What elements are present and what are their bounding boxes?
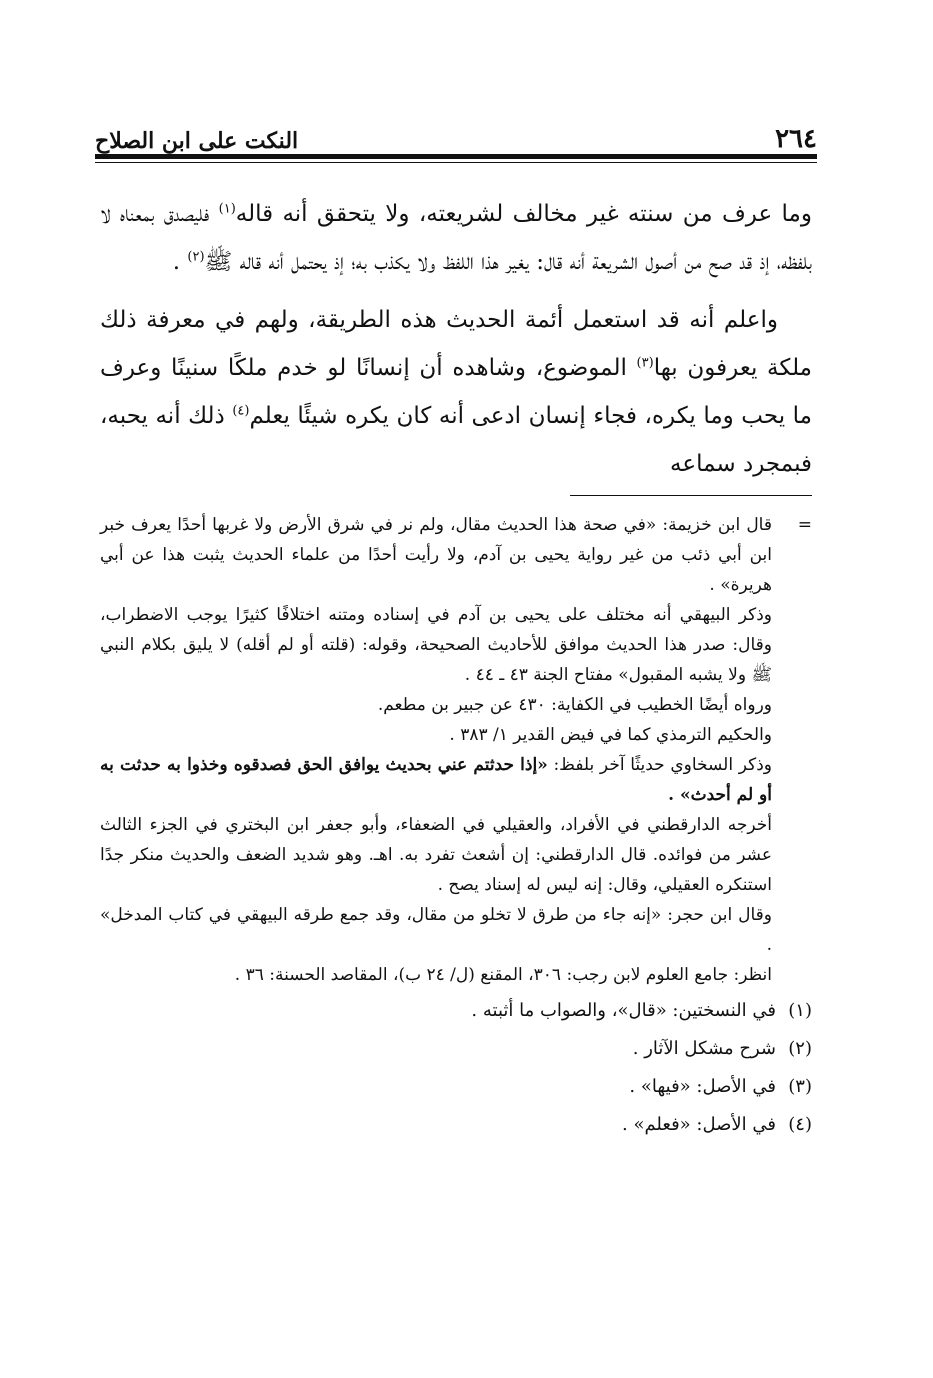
main-text [100, 190, 812, 488]
footnote-line: ورواه أيضًا الخطيب في الكفاية: ٤٣٠ عن جبير بن مطعم. [377, 695, 772, 715]
footnote-line: وذكر البيهقي أنه مختلف على يحيى بن آدم في إسناده ومتنه اختلافًا كثيرًا يوجب الاضطراب، وقال: صدر هذا الحديث موافق للأحاديث الصحيحة، وقوله: (قلته أو لم أقله) لا يليق بكلام النبي ﷺ ولا يشبه المقبول» مفتاح الجنة ٤٣ ـ ٤٤ . [100, 605, 772, 685]
footnote-4: (٤) في الأصل: «فعلم» . [622, 1114, 812, 1135]
header-rule-thick [95, 154, 817, 159]
footnote-line: انظر: جامع العلوم لابن رجب: ٣٠٦، المقنع (ل/ ٢٤ ب)، المقاصد الحسنة: ٣٦ . [234, 965, 772, 985]
footnote-2: (٢) شرح مشكل الآثار . [632, 1038, 812, 1059]
page-header [95, 118, 817, 154]
footnote-1: (١) في النسختين: «قال»، والصواب ما أثبته . [471, 1000, 812, 1021]
header-rule-thin [95, 162, 817, 163]
footnote-continuation: = قال ابن خزيمة: «في صحة هذا الحديث مقال، ولم نر في شرق الأرض ولا غربها أحدًا يعرف خبر ابن أبي ذئب من غير رواية يحيى بن آدم، ولا رأيت أحدًا من علماء الحديث يثبت هذا عن أبي هريرة» . [100, 510, 812, 600]
hadith-quote: «إذا حدثتم عني بحديث يوافق الحق فصدقوه وخذوا به حدثت به أو لم أحدث» . [100, 755, 772, 805]
footnote-3: (٣) في الأصل: «فيها» . [629, 1076, 812, 1097]
footnote-ref-2: (٢) [187, 249, 205, 265]
running-title: النكت على ابن الصلاح [95, 128, 299, 154]
footnote-separator [570, 495, 812, 496]
footnote-ref-3: (٣) [636, 355, 654, 371]
page-number: ٢٦٤ [775, 124, 817, 154]
footnote-line: وقال ابن حجر: «إنه جاء من طرق لا تخلو من مقال، وقد جمع طرقه البيهقي في كتاب المدخل» . [100, 905, 772, 955]
footnote-line: وذكر السخاوي حديثًا آخر بلفظ: «إذا حدثتم عني بحديث يوافق الحق فصدقوه وخذوا به حدثت به أو لم أحدث» . [100, 755, 772, 805]
footnote-line: والحكيم الترمذي كما في فيض القدير ١/ ٣٨٣ . [449, 725, 772, 745]
paragraph-1: وما عرف من سنته غير مخالف لشريعته، ولا يتحقق أنه قاله$^{(١)}$ فليصدق بمعناه لا بلفظه، إذ قد صح من أصول الشريعة أنه قال: يغير هذا اللفظ ولا يكذب به؛ إذ يحتمل أنه قاله ﷺ$^{(٢)}$ . [100, 201, 812, 275]
footnote-ref-4: (٤) [232, 403, 250, 419]
footnote-line: أخرجه الدارقطني في الأفراد، والعقيلي في الضعفاء، وأبو جعفر ابن البختري في الجزء الثالث عشر من فوائده. قال الدارقطني: إن أشعث تفرد به. اهـ. وهو شديد الضعف والحديث منكر جدًا استنكره العقيلي، وقال: إنه ليس له إسناد يصح . [100, 815, 772, 895]
footnote-ref-1: (١) [218, 201, 236, 217]
continuation-mark: = [797, 515, 812, 535]
footnotes [100, 510, 812, 1142]
paragraph-2: واعلم أنه قد استعمل أئمة الحديث هذه الطريقة، ولهم في معرفة ذلك ملكة يعرفون بها$^{(٣)}$ الموضوع، وشاهده أن إنسانًا لو خدم ملكًا سنينًا وعرف ما يحب وما يكره، فجاء إنسان ادعى أنه كان يكره شيئًا يعلم$^{(٤)}$ ذلك أنه يحبه، فبمجرد سماعه [100, 307, 813, 477]
